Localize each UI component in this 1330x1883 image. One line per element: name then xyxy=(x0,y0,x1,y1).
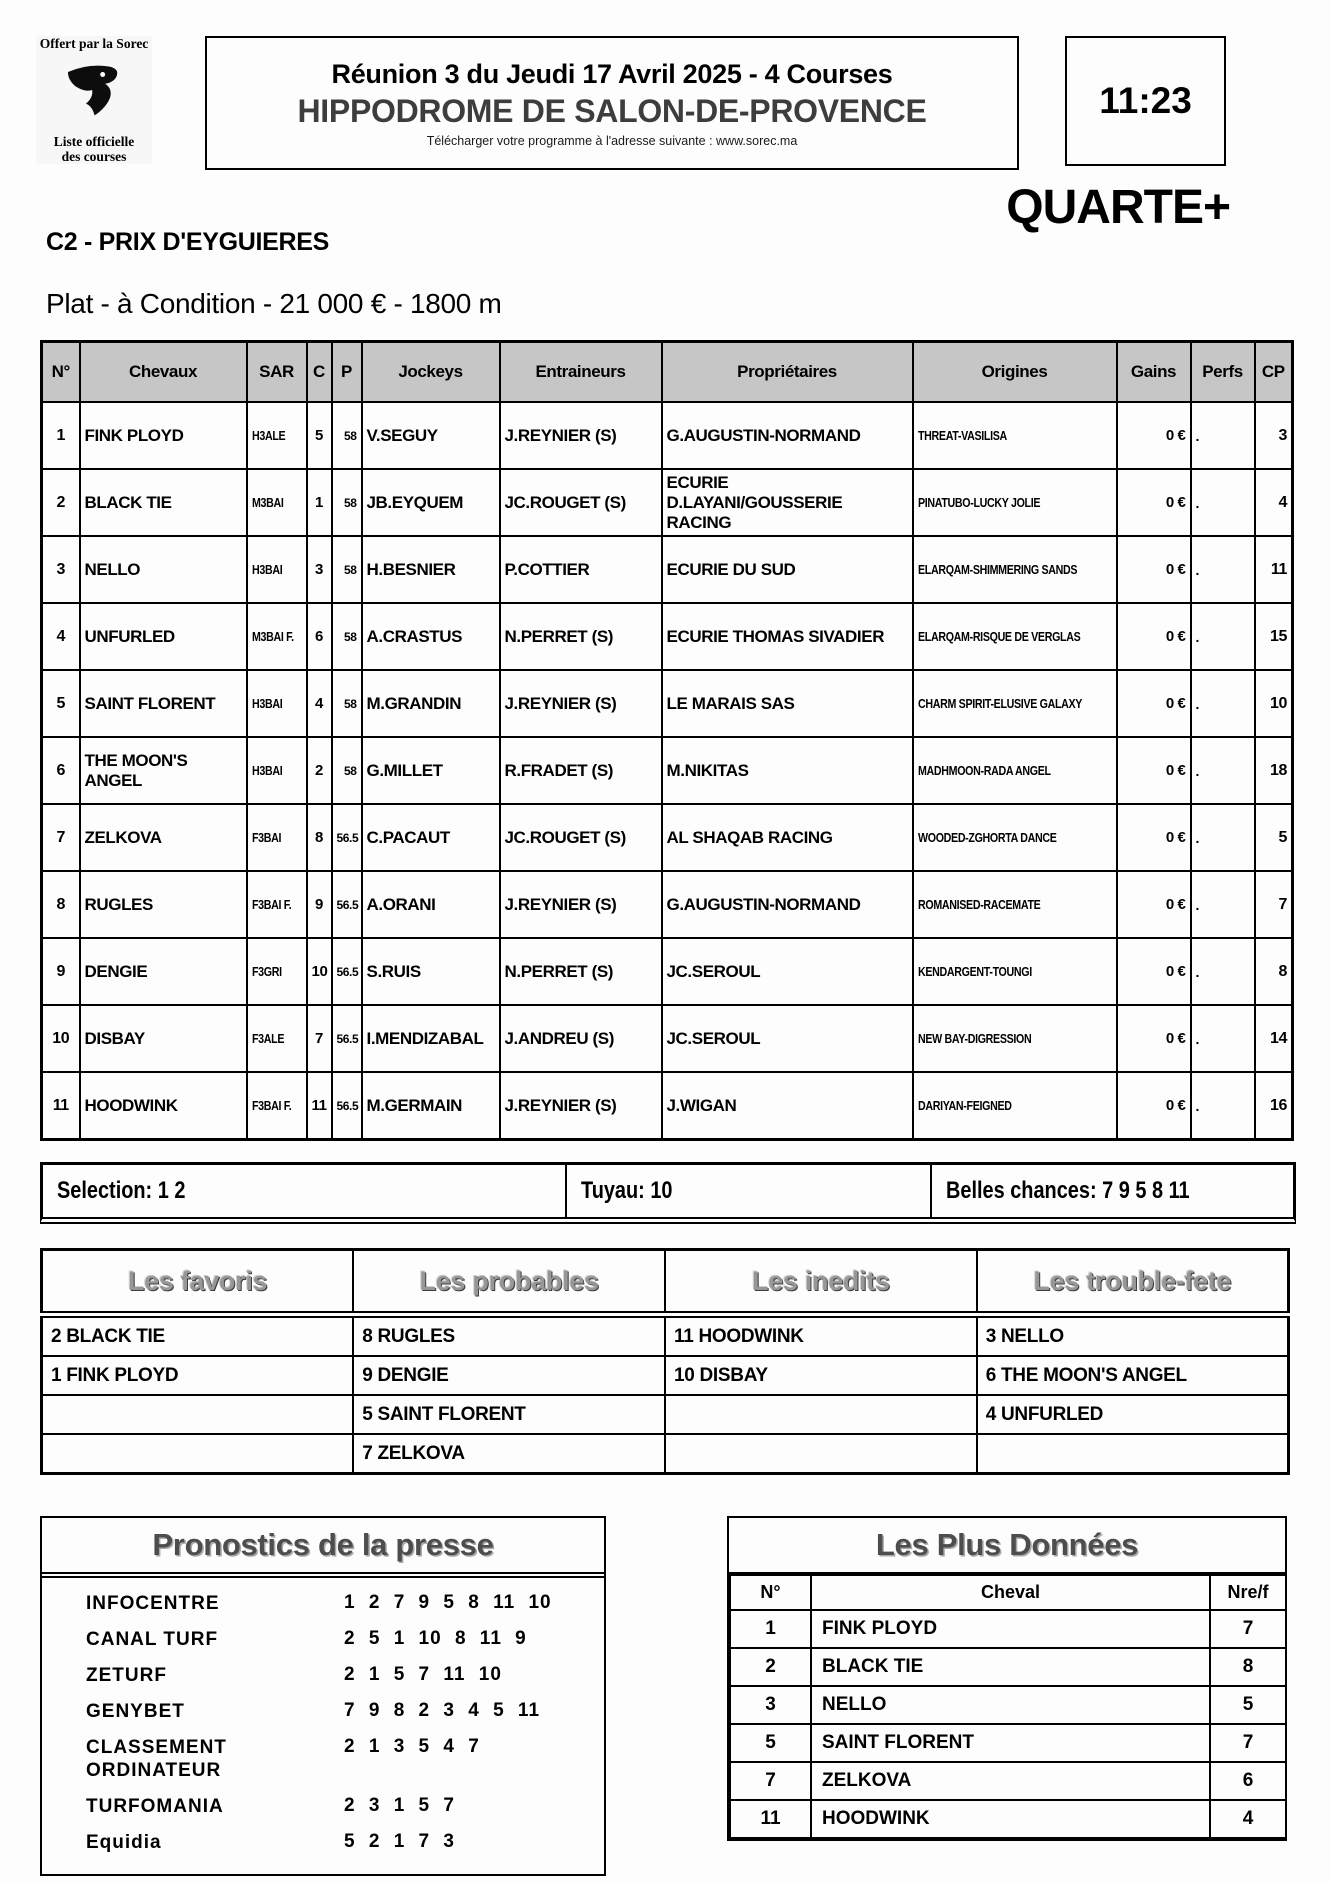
runner-cp: 10 xyxy=(1255,670,1293,737)
runner-perfs: . xyxy=(1191,469,1255,536)
runner-sar: F3BAI xyxy=(247,804,307,871)
most-given-number: 11 xyxy=(730,1800,811,1838)
most-given-title: Les Plus Données xyxy=(729,1518,1285,1574)
runner-row xyxy=(42,737,1293,804)
press-forecast-row xyxy=(86,1592,604,1615)
runner-cp: 4 xyxy=(1255,469,1293,536)
most-given-column-header: Cheval xyxy=(811,1575,1210,1610)
runner-trainer: N.PERRET (S) xyxy=(500,603,662,670)
runner-jockey: V.SEGUY xyxy=(362,402,500,469)
picks-cell-favoris xyxy=(42,1434,354,1474)
most-given-count: 5 xyxy=(1210,1686,1286,1724)
meeting-title: Réunion 3 du Jeudi 17 Avril 2025 - 4 Courses xyxy=(331,58,893,89)
offered-by-label: Offert par la Sorec xyxy=(39,36,149,51)
runner-owner: ECURIE DU SUD xyxy=(662,536,913,603)
runner-jockey: A.CRASTUS xyxy=(362,603,500,670)
runner-trainer: J.REYNIER (S) xyxy=(500,1072,662,1140)
col-header-p: P xyxy=(332,342,362,403)
picks-cell-favoris: 2 BLACK TIE xyxy=(42,1315,354,1357)
runner-origins: PINATUBO-LUCKY JOLIE xyxy=(913,469,1117,536)
press-picks: 1 2 7 9 5 8 11 10 xyxy=(344,1592,552,1613)
most-given-number: 2 xyxy=(730,1648,811,1686)
most-given-row xyxy=(730,1724,1286,1762)
runner-c: 10 xyxy=(307,938,332,1005)
press-source: GENYBET xyxy=(86,1701,185,1722)
press-forecast-row xyxy=(86,1700,604,1723)
runner-c: 2 xyxy=(307,737,332,804)
runner-row xyxy=(42,603,1293,670)
runner-owner: ECURIE D.LAYANI/GOUSSERIE RACING xyxy=(662,469,913,536)
most-given-row xyxy=(730,1686,1286,1724)
runner-number: 4 xyxy=(42,603,80,670)
runner-horse-name: HOODWINK xyxy=(80,1072,247,1140)
most-given-number: 1 xyxy=(730,1610,811,1648)
runner-sar: F3BAI F. xyxy=(247,1072,307,1140)
runner-owner: LE MARAIS SAS xyxy=(662,670,913,737)
press-picks: 2 1 3 5 4 7 xyxy=(344,1736,480,1757)
runner-perfs: . xyxy=(1191,804,1255,871)
runner-weight: 56.5 xyxy=(332,938,362,1005)
picks-row xyxy=(42,1315,1289,1357)
runner-sar: H3ALE xyxy=(247,402,307,469)
picks-cell-probables: 8 RUGLES xyxy=(353,1315,665,1357)
race-title: C2 - PRIX D'EYGUIERES xyxy=(46,228,330,256)
picks-column-header: Les inedits xyxy=(665,1250,977,1315)
runner-cp: 11 xyxy=(1255,536,1293,603)
col-header-num: N° xyxy=(42,342,80,403)
runner-horse-name: BLACK TIE xyxy=(80,469,247,536)
press-forecast-row xyxy=(86,1664,604,1687)
runner-gains: 0 € xyxy=(1117,737,1191,804)
picks-cell-favoris xyxy=(42,1395,354,1434)
runner-gains: 0 € xyxy=(1117,536,1191,603)
runner-sar: H3BAI xyxy=(247,670,307,737)
most-given-column-header: Nre/f xyxy=(1210,1575,1286,1610)
runner-sar: F3ALE xyxy=(247,1005,307,1072)
runner-cp: 16 xyxy=(1255,1072,1293,1140)
runner-origins: THREAT-VASILISA xyxy=(913,402,1117,469)
bet-type-label: QUARTE+ xyxy=(1006,181,1230,234)
runner-weight: 56.5 xyxy=(332,1072,362,1140)
runner-perfs: . xyxy=(1191,1072,1255,1140)
col-header-trainers: Entraineurs xyxy=(500,342,662,403)
runner-origins: KENDARGENT-TOUNGI xyxy=(913,938,1117,1005)
runner-horse-name: NELLO xyxy=(80,536,247,603)
runner-gains: 0 € xyxy=(1117,469,1191,536)
picks-column-header: Les probables xyxy=(353,1250,665,1315)
col-header-owners: Propriétaires xyxy=(662,342,913,403)
runner-owner: G.AUGUSTIN-NORMAND xyxy=(662,871,913,938)
runner-c: 8 xyxy=(307,804,332,871)
most-given-number: 7 xyxy=(730,1762,811,1800)
runner-number: 10 xyxy=(42,1005,80,1072)
runner-number: 7 xyxy=(42,804,80,871)
runner-horse-name: UNFURLED xyxy=(80,603,247,670)
picks-header-row xyxy=(42,1250,1289,1315)
runner-c: 4 xyxy=(307,670,332,737)
col-header-cp: CP xyxy=(1255,342,1293,403)
runner-origins: MADHMOON-RADA ANGEL xyxy=(913,737,1117,804)
most-given-row xyxy=(730,1648,1286,1686)
press-forecast-row xyxy=(86,1628,604,1651)
runner-owner: JC.SEROUL xyxy=(662,1005,913,1072)
runner-perfs: . xyxy=(1191,1005,1255,1072)
runner-perfs: . xyxy=(1191,938,1255,1005)
runner-c: 3 xyxy=(307,536,332,603)
most-given-number: 5 xyxy=(730,1724,811,1762)
runner-sar: F3BAI F. xyxy=(247,871,307,938)
runner-trainer: J.REYNIER (S) xyxy=(500,871,662,938)
runner-c: 9 xyxy=(307,871,332,938)
meeting-header-box xyxy=(205,36,1019,170)
most-given-count: 8 xyxy=(1210,1648,1286,1686)
runner-jockey: I.MENDIZABAL xyxy=(362,1005,500,1072)
runner-jockey: M.GERMAIN xyxy=(362,1072,500,1140)
runner-origins: ELARQAM-SHIMMERING SANDS xyxy=(913,536,1117,603)
runner-row xyxy=(42,1072,1293,1140)
press-forecast-row xyxy=(86,1736,604,1782)
runner-owner: M.NIKITAS xyxy=(662,737,913,804)
runner-horse-name: DISBAY xyxy=(80,1005,247,1072)
runner-number: 11 xyxy=(42,1072,80,1140)
picks-cell-troublefete: 3 NELLO xyxy=(977,1315,1289,1357)
runner-origins: ELARQAM-RISQUE DE VERGLAS xyxy=(913,603,1117,670)
runner-gains: 0 € xyxy=(1117,1005,1191,1072)
press-picks: 2 3 1 5 7 xyxy=(344,1795,455,1816)
picks-table xyxy=(40,1248,1290,1475)
runner-cp: 3 xyxy=(1255,402,1293,469)
runner-gains: 0 € xyxy=(1117,1072,1191,1140)
press-picks: 2 5 1 10 8 11 9 xyxy=(344,1628,527,1649)
runner-horse-name: DENGIE xyxy=(80,938,247,1005)
runner-number: 1 xyxy=(42,402,80,469)
belles-chances-cell: Belles chances: 7 9 5 8 11 xyxy=(946,1177,1190,1204)
runners-header-row xyxy=(42,342,1293,403)
runner-origins: WOODED-ZGHORTA DANCE xyxy=(913,804,1117,871)
press-source: INFOCENTRE xyxy=(86,1593,220,1614)
runner-cp: 7 xyxy=(1255,871,1293,938)
runner-jockey: JB.EYQUEM xyxy=(362,469,500,536)
runner-jockey: G.MILLET xyxy=(362,737,500,804)
most-given-horse: BLACK TIE xyxy=(811,1648,1210,1686)
col-header-sar: SAR xyxy=(247,342,307,403)
runner-weight: 58 xyxy=(332,670,362,737)
most-given-count: 6 xyxy=(1210,1762,1286,1800)
press-picks: 2 1 5 7 11 10 xyxy=(344,1664,502,1685)
race-conditions: Plat - à Condition - 21 000 € - 1800 m xyxy=(46,288,502,319)
runner-c: 11 xyxy=(307,1072,332,1140)
most-given-number: 3 xyxy=(730,1686,811,1724)
sorec-logo-block xyxy=(36,36,152,164)
runner-row xyxy=(42,871,1293,938)
runner-horse-name: ZELKOVA xyxy=(80,804,247,871)
runner-trainer: P.COTTIER xyxy=(500,536,662,603)
race-time: 11:23 xyxy=(1099,80,1192,121)
runner-gains: 0 € xyxy=(1117,402,1191,469)
runner-owner: ECURIE THOMAS SIVADIER xyxy=(662,603,913,670)
most-given-column-header: N° xyxy=(730,1575,811,1610)
runner-cp: 14 xyxy=(1255,1005,1293,1072)
most-given-horse: ZELKOVA xyxy=(811,1762,1210,1800)
runner-trainer: N.PERRET (S) xyxy=(500,938,662,1005)
picks-cell-inedits: 10 DISBAY xyxy=(665,1356,977,1395)
most-given-row xyxy=(730,1762,1286,1800)
press-picks: 5 2 1 7 3 xyxy=(344,1831,455,1852)
runner-horse-name: FINK PLOYD xyxy=(80,402,247,469)
runner-row xyxy=(42,536,1293,603)
runner-trainer: J.REYNIER (S) xyxy=(500,670,662,737)
picks-row xyxy=(42,1395,1289,1434)
runner-weight: 56.5 xyxy=(332,804,362,871)
runner-perfs: . xyxy=(1191,536,1255,603)
race-time-box xyxy=(1065,36,1226,166)
runner-cp: 15 xyxy=(1255,603,1293,670)
runner-origins: DARIYAN-FEIGNED xyxy=(913,1072,1117,1140)
col-header-jockeys: Jockeys xyxy=(362,342,500,403)
runner-owner: G.AUGUSTIN-NORMAND xyxy=(662,402,913,469)
selection-bar xyxy=(40,1162,1296,1224)
most-given-row xyxy=(730,1800,1286,1838)
runner-perfs: . xyxy=(1191,737,1255,804)
runner-gains: 0 € xyxy=(1117,871,1191,938)
press-source: ZETURF xyxy=(86,1665,167,1686)
press-forecasts-box xyxy=(40,1516,606,1876)
col-header-c: C xyxy=(307,342,332,403)
runner-jockey: H.BESNIER xyxy=(362,536,500,603)
runner-jockey: S.RUIS xyxy=(362,938,500,1005)
runner-sar: H3BAI xyxy=(247,536,307,603)
runner-c: 1 xyxy=(307,469,332,536)
picks-cell-inedits xyxy=(665,1395,977,1434)
most-given-horse: NELLO xyxy=(811,1686,1210,1724)
most-given-horse: FINK PLOYD xyxy=(811,1610,1210,1648)
press-forecasts-title: Pronostics de la presse xyxy=(42,1518,604,1578)
runner-perfs: . xyxy=(1191,871,1255,938)
runner-trainer: JC.ROUGET (S) xyxy=(500,469,662,536)
runner-sar: H3BAI xyxy=(247,737,307,804)
most-given-row xyxy=(730,1610,1286,1648)
runner-weight: 58 xyxy=(332,402,362,469)
picks-cell-probables: 9 DENGIE xyxy=(353,1356,665,1395)
runner-c: 6 xyxy=(307,603,332,670)
most-given-count: 7 xyxy=(1210,1724,1286,1762)
col-header-gains: Gains xyxy=(1117,342,1191,403)
runner-weight: 58 xyxy=(332,536,362,603)
runner-jockey: M.GRANDIN xyxy=(362,670,500,737)
picks-row xyxy=(42,1434,1289,1474)
runner-number: 5 xyxy=(42,670,80,737)
runner-weight: 56.5 xyxy=(332,1005,362,1072)
picks-row xyxy=(42,1356,1289,1395)
picks-cell-probables: 7 ZELKOVA xyxy=(353,1434,665,1474)
press-source: CANAL TURF xyxy=(86,1629,219,1650)
runner-jockey: A.ORANI xyxy=(362,871,500,938)
most-given-header-row xyxy=(730,1575,1286,1610)
runner-perfs: . xyxy=(1191,670,1255,737)
runner-perfs: . xyxy=(1191,603,1255,670)
most-given-box xyxy=(727,1516,1287,1841)
runner-trainer: J.ANDREU (S) xyxy=(500,1005,662,1072)
runner-number: 9 xyxy=(42,938,80,1005)
selection-cell: Selection: 1 2 xyxy=(43,1165,567,1217)
runner-jockey: C.PACAUT xyxy=(362,804,500,871)
col-header-origins: Origines xyxy=(913,342,1117,403)
runner-gains: 0 € xyxy=(1117,670,1191,737)
runner-sar: F3GRI xyxy=(247,938,307,1005)
picks-cell-troublefete xyxy=(977,1434,1289,1474)
runner-origins: NEW BAY-DIGRESSION xyxy=(913,1005,1117,1072)
runner-perfs: . xyxy=(1191,402,1255,469)
press-source: TURFOMANIA xyxy=(86,1796,224,1817)
press-source: CLASSEMENT ORDINATEUR xyxy=(86,1737,227,1781)
tuyau-cell: Tuyau: 10 xyxy=(567,1165,932,1217)
most-given-count: 4 xyxy=(1210,1800,1286,1838)
runner-trainer: J.REYNIER (S) xyxy=(500,402,662,469)
most-given-count: 7 xyxy=(1210,1610,1286,1648)
runner-owner: JC.SEROUL xyxy=(662,938,913,1005)
runner-row xyxy=(42,804,1293,871)
runner-gains: 0 € xyxy=(1117,603,1191,670)
press-forecast-row xyxy=(86,1831,604,1854)
picks-cell-probables: 5 SAINT FLORENT xyxy=(353,1395,665,1434)
runner-weight: 58 xyxy=(332,469,362,536)
runner-c: 5 xyxy=(307,402,332,469)
picks-cell-troublefete: 6 THE MOON'S ANGEL xyxy=(977,1356,1289,1395)
runner-row xyxy=(42,938,1293,1005)
runner-c: 7 xyxy=(307,1005,332,1072)
runner-sar: M3BAI xyxy=(247,469,307,536)
runner-weight: 58 xyxy=(332,737,362,804)
runner-row xyxy=(42,670,1293,737)
horse-logo-icon xyxy=(63,62,125,123)
picks-cell-troublefete: 4 UNFURLED xyxy=(977,1395,1289,1434)
runner-gains: 0 € xyxy=(1117,938,1191,1005)
runner-number: 3 xyxy=(42,536,80,603)
picks-column-header: Les favoris xyxy=(42,1250,354,1315)
runner-number: 6 xyxy=(42,737,80,804)
runners-table xyxy=(40,340,1294,1141)
press-source: Equidia xyxy=(86,1832,162,1853)
runner-origins: CHARM SPIRIT-ELUSIVE GALAXY xyxy=(913,670,1117,737)
hippodrome-name: HIPPODROME DE SALON-DE-PROVENCE xyxy=(297,92,927,129)
runner-owner: AL SHAQAB RACING xyxy=(662,804,913,871)
runner-cp: 8 xyxy=(1255,938,1293,1005)
runner-horse-name: THE MOON'S ANGEL xyxy=(80,737,247,804)
runner-weight: 58 xyxy=(332,603,362,670)
download-note: Télécharger votre programme à l'adresse suivante : www.sorec.ma xyxy=(426,133,798,148)
official-list-label: Liste officielle des courses xyxy=(53,134,135,164)
most-given-horse: HOODWINK xyxy=(811,1800,1210,1838)
col-header-perfs: Perfs xyxy=(1191,342,1255,403)
col-header-horse: Chevaux xyxy=(80,342,247,403)
runner-gains: 0 € xyxy=(1117,804,1191,871)
runner-horse-name: SAINT FLORENT xyxy=(80,670,247,737)
runner-weight: 56.5 xyxy=(332,871,362,938)
runner-row xyxy=(42,402,1293,469)
runner-cp: 18 xyxy=(1255,737,1293,804)
picks-cell-favoris: 1 FINK PLOYD xyxy=(42,1356,354,1395)
runner-sar: M3BAI F. xyxy=(247,603,307,670)
runner-trainer: R.FRADET (S) xyxy=(500,737,662,804)
most-given-horse: SAINT FLORENT xyxy=(811,1724,1210,1762)
runner-row xyxy=(42,469,1293,536)
press-forecast-row xyxy=(86,1795,604,1818)
runner-horse-name: RUGLES xyxy=(80,871,247,938)
runner-number: 2 xyxy=(42,469,80,536)
picks-column-header: Les trouble-fete xyxy=(977,1250,1289,1315)
press-picks: 7 9 8 2 3 4 5 11 xyxy=(344,1700,541,1721)
runner-cp: 5 xyxy=(1255,804,1293,871)
runner-owner: J.WIGAN xyxy=(662,1072,913,1140)
runner-trainer: JC.ROUGET (S) xyxy=(500,804,662,871)
picks-cell-inedits xyxy=(665,1434,977,1474)
runner-row xyxy=(42,1005,1293,1072)
picks-cell-inedits: 11 HOODWINK xyxy=(665,1315,977,1357)
runner-origins: ROMANISED-RACEMATE xyxy=(913,871,1117,938)
runner-number: 8 xyxy=(42,871,80,938)
